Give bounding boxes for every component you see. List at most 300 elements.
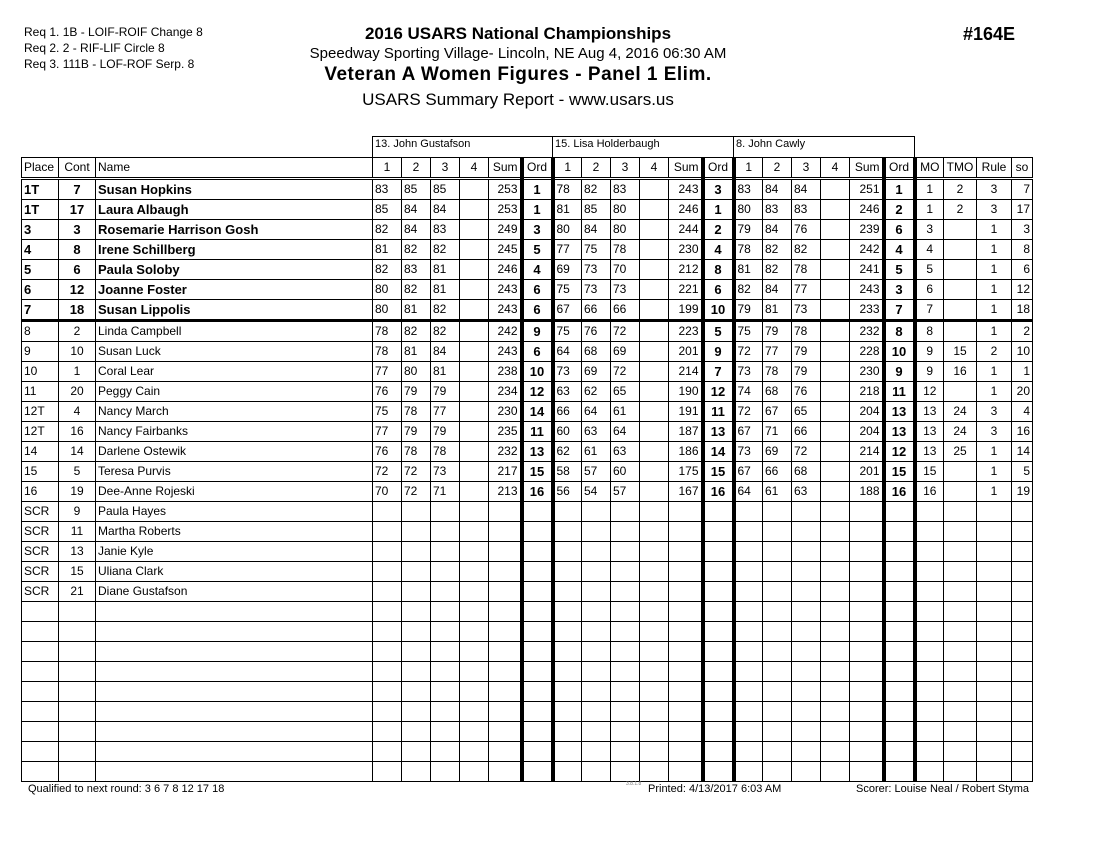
judge-3-score-cell: 79: [734, 220, 763, 240]
empty-cell: [915, 662, 944, 682]
judge-1-ordinal-cell: 6: [522, 342, 553, 362]
judge-3-sum-cell: 230: [850, 362, 884, 382]
judge-3-ordinal-cell: 7: [884, 300, 915, 321]
judge-3-sum-cell: 232: [850, 321, 884, 342]
judge-1-score-cell: 85: [431, 179, 460, 200]
judge-2-ordinal-cell: [703, 502, 734, 522]
empty-cell: [977, 742, 1012, 762]
contestant-number-cell: 4: [59, 402, 96, 422]
judge-3-score-cell: [734, 542, 763, 562]
judge-2-score-cell: 61: [611, 402, 640, 422]
empty-cell: [669, 602, 703, 622]
skating-order-cell: 14: [1012, 442, 1033, 462]
judge-3-score-cell: 82: [792, 240, 821, 260]
judge-3-sum-cell: [850, 522, 884, 542]
rule-cell: 1: [977, 482, 1012, 502]
judge-3-ordinal-cell: 10: [884, 342, 915, 362]
judge-1-score-cell: [431, 582, 460, 602]
judge-2-score-cell: 64: [553, 342, 582, 362]
empty-cell: [703, 702, 734, 722]
judge-2-score-cell: 68: [582, 342, 611, 362]
majority-ordinal-cell: 5: [915, 260, 944, 280]
majority-ordinal-cell: 13: [915, 442, 944, 462]
judge-2-score-cell: [582, 522, 611, 542]
venue-line: Speedway Sporting Village- Lincoln, NE Aug 4, 2016 06:30 AM: [309, 45, 727, 62]
rule-cell: 1: [977, 300, 1012, 321]
judge-3-score-cell: 84: [792, 179, 821, 200]
judge-3-score-cell: 73: [792, 300, 821, 321]
judge-1-ordinal-cell: 6: [522, 280, 553, 300]
empty-cell: [431, 762, 460, 782]
judge-2-score-cell: [640, 482, 669, 502]
empty-cell: [734, 662, 763, 682]
judge-2-score-cell: 81: [553, 200, 582, 220]
judge-3-score-cell: 63: [792, 482, 821, 502]
place-cell: SCR: [22, 542, 59, 562]
judge-1-score-cell: 83: [373, 179, 402, 200]
empty-cell: [489, 642, 522, 662]
judge-3-score-cell: [821, 522, 850, 542]
judge-3-score-cell: 79: [763, 321, 792, 342]
empty-cell: [734, 682, 763, 702]
empty-cell: [522, 762, 553, 782]
empty-cell: [669, 722, 703, 742]
judge-3-score-cell: 68: [763, 382, 792, 402]
judge-2-score-cell: [640, 582, 669, 602]
judge-3-score-cell: [821, 179, 850, 200]
rule-cell: 1: [977, 220, 1012, 240]
rule-cell: [977, 522, 1012, 542]
empty-row: [22, 642, 1033, 662]
judge-3-score-cell: [821, 462, 850, 482]
judge-2-score-cell: 69: [553, 260, 582, 280]
judge-1-ordinal-cell: [522, 502, 553, 522]
place-cell: 12T: [22, 402, 59, 422]
place-cell: 3: [22, 220, 59, 240]
skater-name-cell: Irene Schillberg: [96, 240, 373, 260]
rule-cell: [977, 582, 1012, 602]
empty-cell: [96, 762, 373, 782]
skater-name-cell: Susan Hopkins: [96, 179, 373, 200]
judge-2-sum-cell: [669, 522, 703, 542]
judge-2-score-cell: 69: [582, 362, 611, 382]
table-row: [22, 402, 1033, 422]
empty-cell: [611, 662, 640, 682]
empty-cell: [703, 682, 734, 702]
empty-cell: [522, 602, 553, 622]
empty-cell: [669, 702, 703, 722]
empty-cell: [792, 622, 821, 642]
printed-timestamp: Printed: 4/13/2017 6:03 AM: [648, 783, 782, 795]
empty-cell: [431, 662, 460, 682]
empty-cell: [22, 662, 59, 682]
majority-ordinal-cell: 15: [915, 462, 944, 482]
judge-2-score-cell: 60: [611, 462, 640, 482]
majority-ordinal-cell: 9: [915, 342, 944, 362]
judge-2-score-cell: 63: [553, 382, 582, 402]
empty-cell: [821, 682, 850, 702]
empty-cell: [553, 642, 582, 662]
judge-2-score-cell: [611, 522, 640, 542]
rule-cell: 2: [977, 342, 1012, 362]
skating-order-cell: 4: [1012, 402, 1033, 422]
empty-cell: [611, 682, 640, 702]
judge-3-score-cell: [821, 220, 850, 240]
judge-3-score-cell: 76: [792, 220, 821, 240]
judge-1-ordinal-cell: 14: [522, 402, 553, 422]
judge-3-score-cell: [763, 582, 792, 602]
results-table: [21, 136, 1033, 782]
empty-cell: [821, 642, 850, 662]
judge-1-score-cell: [431, 502, 460, 522]
judge-3-sum-cell: [850, 582, 884, 602]
judge-1-score-cell: [460, 442, 489, 462]
majority-ordinal-cell: 6: [915, 280, 944, 300]
judge-3-sum-cell: 251: [850, 179, 884, 200]
skating-order-cell: 7: [1012, 179, 1033, 200]
judge-2-score-cell: [582, 502, 611, 522]
judge-2-score-cell: [611, 502, 640, 522]
judge-1-sum-cell: 230: [489, 402, 522, 422]
judge-3-score-cell: [734, 582, 763, 602]
judge-1-ordinal-cell: 1: [522, 200, 553, 220]
judge-1-sum-cell: 232: [489, 442, 522, 462]
majority-ordinal-cell: [915, 542, 944, 562]
place-cell: 9: [22, 342, 59, 362]
judge-3-sum-cell: 214: [850, 442, 884, 462]
empty-cell: [59, 682, 96, 702]
skating-order-cell: 16: [1012, 422, 1033, 442]
judge-1-score-cell: [373, 522, 402, 542]
judge-3-score-cell: 71: [763, 422, 792, 442]
judge-3-col-header: Ord: [884, 158, 915, 179]
judge-2-score-cell: 56: [553, 482, 582, 502]
place-cell: 8: [22, 321, 59, 342]
empty-cell: [734, 742, 763, 762]
empty-cell: [96, 722, 373, 742]
empty-cell: [821, 702, 850, 722]
empty-cell: [944, 662, 977, 682]
judge-1-name: 13. John Gustafson: [373, 137, 553, 158]
empty-cell: [977, 622, 1012, 642]
judge-2-score-cell: 76: [582, 321, 611, 342]
judge-3-score-cell: [734, 522, 763, 542]
requirement-2: Req 2. 2 - RIF-LIF Circle 8: [24, 41, 165, 55]
judge-3-score-cell: 77: [792, 280, 821, 300]
judge-2-score-cell: [640, 462, 669, 482]
total-majority-ordinal-cell: [944, 220, 977, 240]
rule-cell: 3: [977, 200, 1012, 220]
judge-header-row: [22, 137, 1033, 158]
judge-2-ordinal-cell: 14: [703, 442, 734, 462]
total-majority-ordinal-cell: 2: [944, 179, 977, 200]
empty-cell: [821, 622, 850, 642]
place-cell: 4: [22, 240, 59, 260]
judge-2-score-cell: 73: [582, 280, 611, 300]
judge-3-score-cell: [792, 522, 821, 542]
empty-cell: [792, 602, 821, 622]
table-row: [22, 562, 1033, 582]
judge-3-score-cell: [821, 542, 850, 562]
judge-3-score-cell: 83: [792, 200, 821, 220]
empty-cell: [977, 682, 1012, 702]
judge-1-col-header: 2: [402, 158, 431, 179]
judge-1-score-cell: 83: [402, 260, 431, 280]
judge-1-ordinal-cell: [522, 522, 553, 542]
table-row: [22, 220, 1033, 240]
judge-3-score-cell: [792, 542, 821, 562]
empty-cell: [640, 662, 669, 682]
place-cell: 16: [22, 482, 59, 502]
judge-3-score-cell: [792, 562, 821, 582]
judge-2-score-cell: 82: [582, 179, 611, 200]
judge-3-name: 8. John Cawly: [734, 137, 915, 158]
empty-cell: [553, 622, 582, 642]
judge-1-score-cell: 76: [373, 382, 402, 402]
judge-2-score-cell: 72: [611, 362, 640, 382]
judge-3-ordinal-cell: 2: [884, 200, 915, 220]
judge-1-sum-cell: 235: [489, 422, 522, 442]
judge-2-score-cell: 67: [553, 300, 582, 321]
total-majority-ordinal-cell: [944, 382, 977, 402]
empty-cell: [489, 602, 522, 622]
judge-2-col-header: 1: [553, 158, 582, 179]
empty-cell: [884, 602, 915, 622]
empty-cell: [915, 762, 944, 782]
skating-order-cell: 2: [1012, 321, 1033, 342]
empty-cell: [915, 642, 944, 662]
judge-3-score-cell: 78: [792, 260, 821, 280]
empty-cell: [763, 622, 792, 642]
skating-order-cell: 6: [1012, 260, 1033, 280]
report-title: 2016 USARS National Championships: [364, 24, 672, 43]
empty-cell: [402, 602, 431, 622]
table-row: [22, 260, 1033, 280]
judge-1-sum-cell: 242: [489, 321, 522, 342]
table-row: [22, 342, 1033, 362]
empty-cell: [402, 642, 431, 662]
judge-2-ordinal-cell: 11: [703, 402, 734, 422]
judge-2-sum-cell: 190: [669, 382, 703, 402]
empty-row: [22, 682, 1033, 702]
judge-1-score-cell: [460, 562, 489, 582]
judge-2-score-cell: 60: [553, 422, 582, 442]
empty-row: [22, 702, 1033, 722]
empty-cell: [22, 702, 59, 722]
empty-cell: [944, 762, 977, 782]
judge-3-score-cell: 74: [734, 382, 763, 402]
judge-2-sum-cell: [669, 542, 703, 562]
empty-cell: [402, 722, 431, 742]
judge-3-sum-cell: 246: [850, 200, 884, 220]
judge-3-col-header: 2: [763, 158, 792, 179]
empty-cell: [1012, 742, 1033, 762]
judge-1-score-cell: [460, 200, 489, 220]
empty-cell: [915, 622, 944, 642]
empty-cell: [582, 662, 611, 682]
empty-cell: [821, 762, 850, 782]
empty-row: [22, 602, 1033, 622]
place-cell: 1T: [22, 179, 59, 200]
judge-3-score-cell: 78: [734, 240, 763, 260]
judge-1-col-header: Sum: [489, 158, 522, 179]
judge-2-score-cell: [640, 402, 669, 422]
judge-1-score-cell: [373, 542, 402, 562]
empty-cell: [373, 642, 402, 662]
contestant-number-cell: 1: [59, 362, 96, 382]
empty-cell: [460, 742, 489, 762]
empty-cell: [611, 702, 640, 722]
judge-3-score-cell: [821, 442, 850, 462]
majority-ordinal-cell: 13: [915, 422, 944, 442]
empty-cell: [611, 642, 640, 662]
skater-name-cell: Nancy March: [96, 402, 373, 422]
judge-3-sum-cell: 239: [850, 220, 884, 240]
judge-3-ordinal-cell: 3: [884, 280, 915, 300]
skater-name-cell: Peggy Cain: [96, 382, 373, 402]
rule-cell: 1: [977, 280, 1012, 300]
judge-2-score-cell: [640, 362, 669, 382]
empty-cell: [792, 722, 821, 742]
judge-2-ordinal-cell: 2: [703, 220, 734, 240]
skating-order-cell: 12: [1012, 280, 1033, 300]
judge-1-score-cell: [402, 542, 431, 562]
empty-cell: [884, 742, 915, 762]
judge-2-ordinal-cell: 9: [703, 342, 734, 362]
judge-3-score-cell: [821, 200, 850, 220]
empty-cell: [703, 762, 734, 782]
place-cell: 12T: [22, 422, 59, 442]
judge-1-sum-cell: 217: [489, 462, 522, 482]
empty-cell: [431, 742, 460, 762]
judge-1-ordinal-cell: 10: [522, 362, 553, 382]
empty-cell: [703, 602, 734, 622]
event-number: #164E: [963, 24, 1016, 44]
judge-3-score-cell: 82: [763, 260, 792, 280]
empty-row: [22, 662, 1033, 682]
judge-2-sum-cell: 230: [669, 240, 703, 260]
empty-cell: [977, 762, 1012, 782]
judge-3-col-header: 3: [792, 158, 821, 179]
empty-cell: [850, 602, 884, 622]
table-row: [22, 179, 1033, 200]
judge-3-score-cell: 72: [734, 402, 763, 422]
judge-3-score-cell: 84: [763, 179, 792, 200]
empty-cell: [489, 702, 522, 722]
judge-1-score-cell: 78: [373, 321, 402, 342]
total-majority-ordinal-cell: [944, 280, 977, 300]
judge-3-sum-cell: 204: [850, 422, 884, 442]
empty-cell: [884, 642, 915, 662]
judge-3-score-cell: [763, 522, 792, 542]
empty-cell: [373, 742, 402, 762]
empty-cell: [1012, 662, 1033, 682]
judge-1-ordinal-cell: [522, 582, 553, 602]
judge-1-score-cell: [460, 321, 489, 342]
judge-2-ordinal-cell: 3: [703, 179, 734, 200]
judge-2-score-cell: [640, 179, 669, 200]
total-majority-ordinal-cell: [944, 321, 977, 342]
judge-1-col-header: 1: [373, 158, 402, 179]
judge-1-sum-cell: 243: [489, 300, 522, 321]
place-cell: 10: [22, 362, 59, 382]
empty-cell: [59, 642, 96, 662]
contestant-number-cell: 14: [59, 442, 96, 462]
judge-3-score-cell: 82: [763, 240, 792, 260]
judge-1-score-cell: [460, 522, 489, 542]
empty-cell: [977, 722, 1012, 742]
skating-order-cell: [1012, 542, 1033, 562]
empty-cell: [640, 622, 669, 642]
judge-3-sum-cell: 243: [850, 280, 884, 300]
judge-2-sum-cell: 167: [669, 482, 703, 502]
empty-cell: [22, 622, 59, 642]
judge-3-score-cell: 76: [792, 382, 821, 402]
empty-cell: [522, 702, 553, 722]
empty-cell: [1012, 622, 1033, 642]
empty-cell: [489, 722, 522, 742]
total-majority-ordinal-cell: [944, 240, 977, 260]
judge-2-score-cell: 64: [582, 402, 611, 422]
judge-3-score-cell: [821, 280, 850, 300]
judge-3-score-cell: 73: [734, 442, 763, 462]
table-row: [22, 321, 1033, 342]
judge-1-score-cell: 71: [431, 482, 460, 502]
empty-cell: [703, 722, 734, 742]
judge-1-col-header: 3: [431, 158, 460, 179]
judge-3-score-cell: 81: [734, 260, 763, 280]
skater-name-cell: Uliana Clark: [96, 562, 373, 582]
judge-1-score-cell: 76: [373, 442, 402, 462]
table-row: [22, 502, 1033, 522]
col-header-rule: Rule: [977, 158, 1012, 179]
empty-cell: [96, 642, 373, 662]
judge-2-score-cell: 57: [582, 462, 611, 482]
judge-2-score-cell: 75: [582, 240, 611, 260]
empty-cell: [22, 602, 59, 622]
contestant-number-cell: 11: [59, 522, 96, 542]
judge-3-score-cell: [821, 240, 850, 260]
judge-2-score-cell: 78: [611, 240, 640, 260]
judge-1-score-cell: 85: [402, 179, 431, 200]
judge-1-score-cell: [460, 240, 489, 260]
judge-1-score-cell: 81: [431, 260, 460, 280]
empty-cell: [1012, 702, 1033, 722]
judge-3-ordinal-cell: [884, 522, 915, 542]
judge-2-ordinal-cell: 6: [703, 280, 734, 300]
judge-1-score-cell: 79: [431, 382, 460, 402]
empty-cell: [1012, 602, 1033, 622]
judge-1-score-cell: [460, 582, 489, 602]
skater-name-cell: Coral Lear: [96, 362, 373, 382]
judge-3-col-header: Sum: [850, 158, 884, 179]
skater-name-cell: Martha Roberts: [96, 522, 373, 542]
requirement-3: Req 3. 111B - LOF-ROF Serp. 8: [24, 57, 195, 71]
judge-1-score-cell: [460, 220, 489, 240]
empty-row: [22, 742, 1033, 762]
empty-cell: [944, 642, 977, 662]
empty-cell: [850, 682, 884, 702]
judge-3-score-cell: [763, 562, 792, 582]
judge-2-score-cell: [640, 542, 669, 562]
judge-2-score-cell: 54: [582, 482, 611, 502]
empty-cell: [944, 702, 977, 722]
rule-cell: [977, 502, 1012, 522]
judge-3-sum-cell: [850, 562, 884, 582]
table-row: [22, 280, 1033, 300]
judge-3-sum-cell: 233: [850, 300, 884, 321]
judge-1-score-cell: [402, 502, 431, 522]
